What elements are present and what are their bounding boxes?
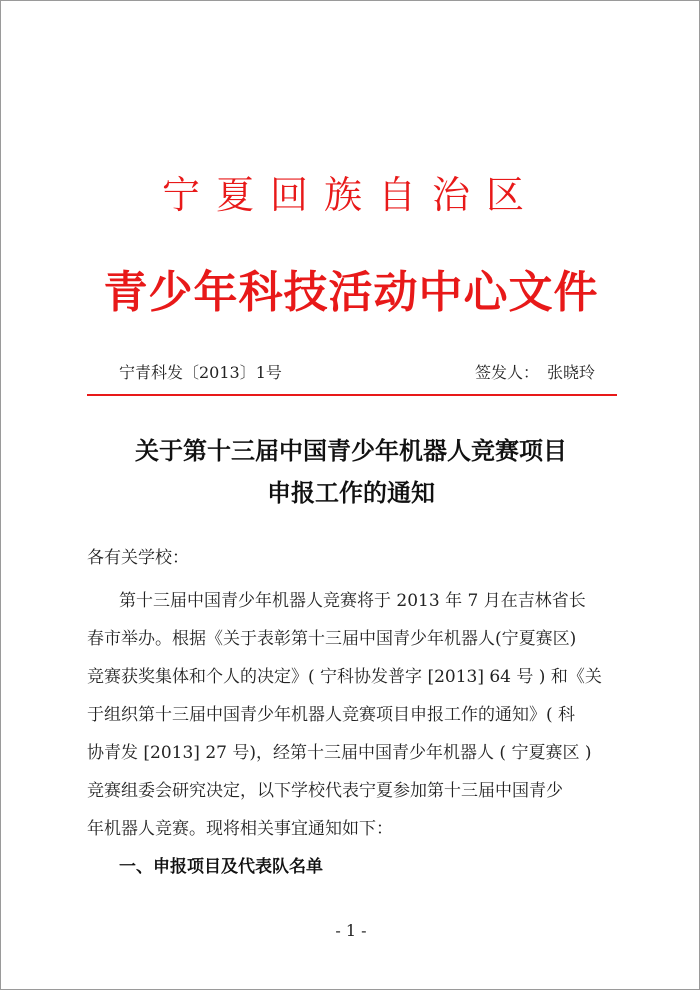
body-line: 竞赛获奖集体和个人的决定》( 宁科协发普字 [2013] 64 号 ) 和《关 bbox=[87, 667, 602, 687]
salutation: 各有关学校： bbox=[87, 548, 189, 568]
page-number: - 1 - bbox=[335, 921, 367, 940]
doc-number: 宁青科发〔2013〕1号 bbox=[119, 363, 282, 382]
document-title-line1: 关于第十三届中国青少年机器人竞赛项目 bbox=[135, 436, 567, 465]
red-divider bbox=[87, 394, 617, 396]
body-line: 于组织第十三届中国青少年机器人竞赛项目申报工作的通知》( 科 bbox=[87, 705, 576, 725]
body-line: 年机器人竞赛。现将相关事宜通知如下： bbox=[87, 819, 393, 839]
issuing-org-line1: 宁夏回族自治区 bbox=[161, 173, 540, 217]
document-title-line2: 申报工作的通知 bbox=[267, 478, 435, 507]
signer-label: 签发人： bbox=[474, 363, 539, 382]
body-line: 协青发 [2013] 27 号)，经第十三届中国青少年机器人 ( 宁夏赛区 ) bbox=[87, 743, 592, 763]
body-line: 第十三届中国青少年机器人竞赛将于 2013 年 7 月在吉林省长 bbox=[119, 591, 586, 611]
section-heading: 一、申报项目及代表队名单 bbox=[119, 857, 323, 877]
body-line: 竞赛组委会研究决定，以下学校代表宁夏参加第十三届中国青少 bbox=[87, 781, 563, 801]
doc-meta-row bbox=[119, 359, 595, 387]
signer bbox=[475, 359, 595, 387]
body-line: 春市举办。根据《关于表彰第十三届中国青少年机器人(宁夏赛区) bbox=[87, 629, 577, 649]
issuing-org-line2: 青少年科技活动中心文件 bbox=[103, 267, 599, 318]
signer-name: 张晓玲 bbox=[546, 363, 595, 382]
